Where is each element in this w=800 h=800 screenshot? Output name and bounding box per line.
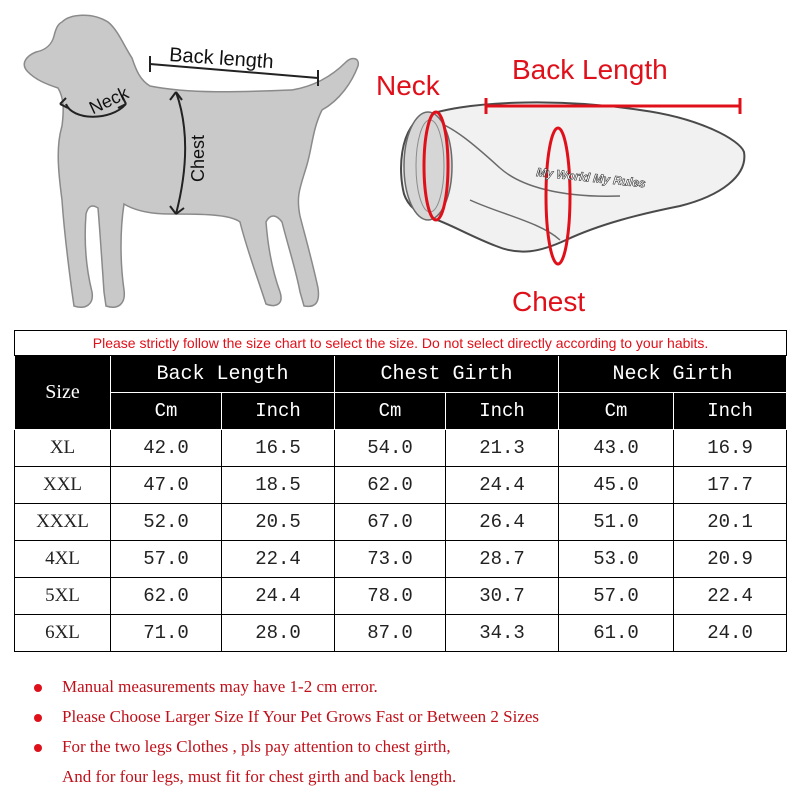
note-item: [34, 672, 784, 702]
unit-header: Cm: [335, 393, 446, 430]
coat-chest-label: Chest: [512, 286, 586, 317]
size-column-header: Size: [15, 356, 111, 430]
value-cell: 62.0: [111, 578, 222, 615]
value-cell: 22.4: [674, 578, 787, 615]
bullet-dot-icon: [34, 714, 42, 722]
value-cell: 21.3: [446, 430, 559, 467]
size-cell: XXXL: [15, 504, 111, 541]
value-cell: 20.9: [674, 541, 787, 578]
back-length-header: Back Length: [111, 356, 335, 393]
value-cell: 16.9: [674, 430, 787, 467]
chest-girth-header: Chest Girth: [335, 356, 559, 393]
value-cell: 62.0: [335, 467, 446, 504]
value-cell: 45.0: [559, 467, 674, 504]
neck-girth-header: Neck Girth: [559, 356, 787, 393]
note-text: For the two legs Clothes , pls pay attention to chest girth,: [62, 737, 451, 756]
value-cell: 51.0: [559, 504, 674, 541]
value-cell: 16.5: [222, 430, 335, 467]
value-cell: 52.0: [111, 504, 222, 541]
value-cell: 24.4: [446, 467, 559, 504]
value-cell: 57.0: [111, 541, 222, 578]
bullet-dot-icon: [34, 684, 42, 692]
value-cell: 20.1: [674, 504, 787, 541]
unit-header: Inch: [446, 393, 559, 430]
size-warning: Please strictly follow the size chart to select the size. Do not select directly according to your habits.: [15, 331, 787, 356]
size-chart-table: [14, 330, 787, 652]
value-cell: 28.0: [222, 615, 335, 652]
unit-header: Inch: [674, 393, 787, 430]
table-row: [15, 615, 787, 652]
size-cell: 5XL: [15, 578, 111, 615]
table-row: [15, 578, 787, 615]
illustration-area: [0, 0, 800, 332]
size-cell: 4XL: [15, 541, 111, 578]
notes-list: [34, 672, 784, 792]
value-cell: 53.0: [559, 541, 674, 578]
value-cell: 47.0: [111, 467, 222, 504]
table-row: [15, 504, 787, 541]
value-cell: 28.7: [446, 541, 559, 578]
note-text: Manual measurements may have 1-2 cm error.: [62, 677, 378, 696]
value-cell: 78.0: [335, 578, 446, 615]
value-cell: 17.7: [674, 467, 787, 504]
note-item: [34, 732, 784, 762]
value-cell: 24.0: [674, 615, 787, 652]
value-cell: 43.0: [559, 430, 674, 467]
value-cell: 24.4: [222, 578, 335, 615]
value-cell: 67.0: [335, 504, 446, 541]
value-cell: 57.0: [559, 578, 674, 615]
value-cell: 73.0: [335, 541, 446, 578]
illustration-svg: [0, 0, 800, 332]
value-cell: 22.4: [222, 541, 335, 578]
note-item: [34, 702, 784, 732]
value-cell: 54.0: [335, 430, 446, 467]
bullet-dot-icon: [34, 744, 42, 752]
value-cell: 34.3: [446, 615, 559, 652]
table-row: [15, 430, 787, 467]
size-cell: XL: [15, 430, 111, 467]
value-cell: 42.0: [111, 430, 222, 467]
size-cell: XXL: [15, 467, 111, 504]
value-cell: 71.0: [111, 615, 222, 652]
unit-header: Cm: [559, 393, 674, 430]
coat-back-length-label: Back Length: [512, 54, 668, 85]
dog-back-length-label: Back length: [168, 44, 275, 74]
note-text: Please Choose Larger Size If Your Pet Grows Fast or Between 2 Sizes: [62, 707, 540, 726]
value-cell: 30.7: [446, 578, 559, 615]
unit-header: Cm: [111, 393, 222, 430]
table-row: [15, 541, 787, 578]
table-row: [15, 467, 787, 504]
dog-neck-label: Neck: [86, 82, 132, 119]
dog-chest-label: Chest: [188, 134, 208, 182]
size-cell: 6XL: [15, 615, 111, 652]
value-cell: 20.5: [222, 504, 335, 541]
value-cell: 61.0: [559, 615, 674, 652]
value-cell: 18.5: [222, 467, 335, 504]
note-text: And for four legs, must fit for chest girth and back length.: [62, 767, 457, 786]
coat-print-text: My World My Rules: [535, 165, 647, 191]
value-cell: 26.4: [446, 504, 559, 541]
unit-header: Inch: [222, 393, 335, 430]
coat-neck-label: Neck: [376, 70, 440, 101]
value-cell: 87.0: [335, 615, 446, 652]
note-item: [34, 762, 784, 792]
